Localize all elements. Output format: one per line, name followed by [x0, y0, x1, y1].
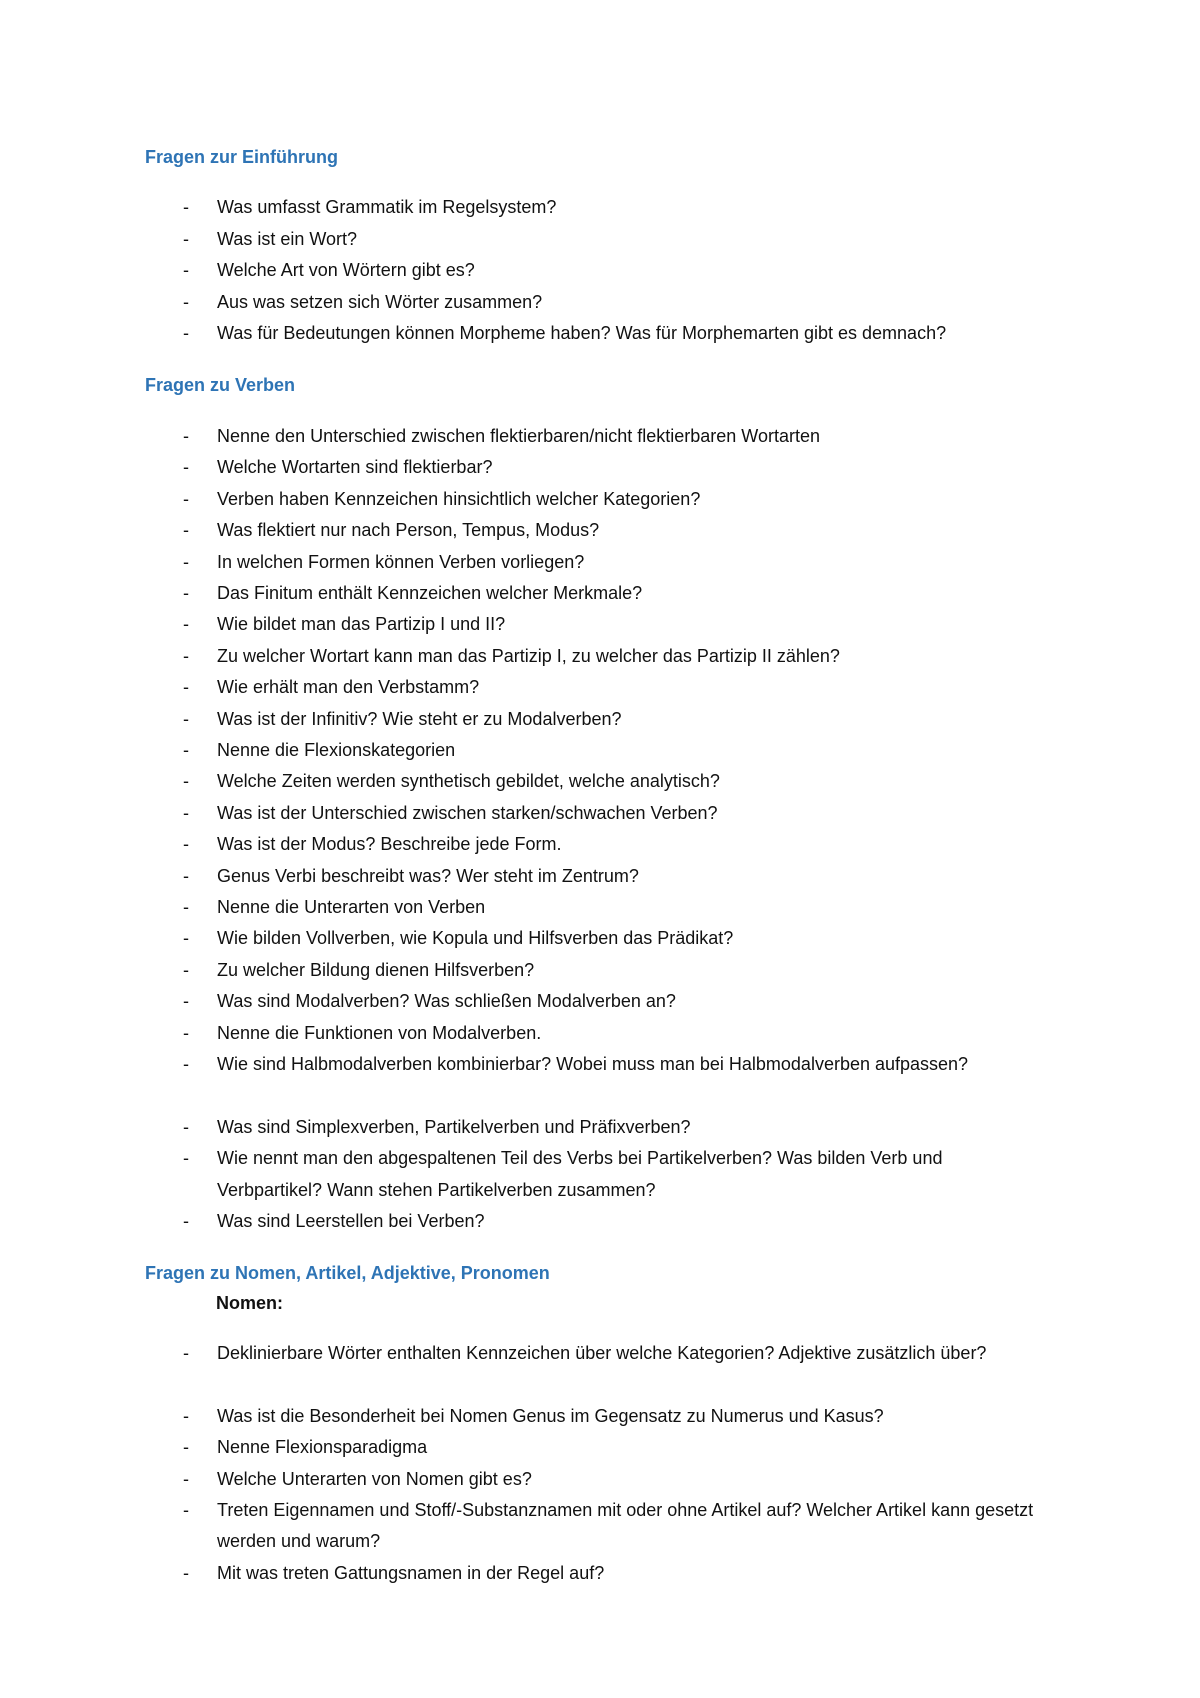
- list-bullet: -: [183, 771, 189, 792]
- list-bullet: -: [183, 677, 189, 698]
- list-bullet: -: [183, 959, 189, 980]
- list-bullet: -: [183, 583, 189, 603]
- list-bullet: -: [183, 991, 189, 1012]
- list-bullet: -: [183, 740, 189, 760]
- list-bullet: -: [183, 1022, 189, 1043]
- list-bullet: -: [183, 1054, 189, 1074]
- list-bullet: -: [183, 1116, 189, 1137]
- list-bullet: -: [183, 645, 189, 666]
- list-bullet: -: [183, 928, 189, 949]
- list-bullet: -: [183, 1148, 189, 1169]
- list-bullet: -: [183, 520, 189, 541]
- subheading-nomen: Nomen:: [216, 1293, 283, 1313]
- document-page: Fragen zur Einführung - Was umfasst Grammatik im Regelsystem? - Was ist ein Wort? - Welche Art von Wörtern gibt es? - Aus was setzen sich Wörter zusammen? - Was für Bedeutungen können Morpheme haben? Was für Morphemarten gibt es demnach? Fragen zu Verben - Nenne den Unterschied zwischen flektierbaren/nicht flektierbaren Wortarten - Welche Wortarten sind flektierbar? - Verben haben Kennzeichen hinsichtlich welcher Kategorien? - Was flektiert nur nach Person, Tempus, Modus? - In welchen Formen können Verben vorliegen? - Das Finitum enthält Kennzeichen welcher Merkmale? - Wie bildet man das Partizip I und II? - Zu welcher Wortart kann man das Partizip I, zu welcher das Partizip II zählen? - Wie erhält man den Verbstamm? - Was ist der Infinitiv? Wie steht er zu Modalverben? - Nenne die Flexionskategorien - Welche Zeiten werden synthetisch gebildet, welche analytisch? - Was ist der Unterschied zwischen starken/schwachen Verben? - Was ist der Modus? Beschreibe jede Form. - Genus Verbi beschreibt was? Wer steht im Zentrum? - Nenne die Unterarten von Verben - Wie bilden Vollverben, wie Kopula und Hilfsverben das Prädikat? - Zu welcher Bildung dienen Hilfsverben? - Was sind Modalverben? Was schließen Modalverben an? - Nenne die Funktionen von Modalverben. - Wie sind Halbmodalverben kombinierbar? Wobei muss man bei Halbmodalverben aufpassen? - Was sind Simplexverben, Partikelverben und Präfixverben? - Wie nennt man den abgespaltenen Teil des Verbs bei Partikelverben? Was bilden Verb und Verbpartikel? Wann stehen Partikelverben zusammen? - Was sind Leerstellen bei Verben? Fragen zu Nomen, Artikel, Adjektive, Pronomen Nomen: - Deklinierbare Wörter enthalten Kennzeichen über welche Kategorien? Adjektive zusätzlich über? - Was ist die Besonderheit bei Nomen Genus im Gegensatz zu Numerus und Kasus? - Nenne Flexionsparadigma - Welche Unterarten von Nomen gibt es? - Treten Eigennamen und Stoff/-Substanznamen mit oder ohne Artikel auf? Welcher Artikel kann gesetzt werden und warum? - Mit was treten Gattungsnamen in der Regel auf?: [0, 0, 1200, 1698]
- list-bullet: -: [183, 708, 189, 729]
- list-bullet: -: [183, 802, 189, 823]
- list-bullet: -: [183, 1437, 189, 1458]
- list-bullet: -: [183, 1211, 189, 1231]
- list-bullet: -: [183, 291, 189, 312]
- list-bullet: -: [183, 426, 189, 446]
- list-bullet: -: [183, 1562, 189, 1583]
- list-bullet: -: [183, 865, 189, 886]
- section-heading-einfuehrung: Fragen zur Einführung: [145, 147, 338, 167]
- list-bullet: -: [183, 488, 189, 509]
- list-bullet: -: [183, 614, 189, 635]
- list-bullet: -: [183, 1500, 189, 1520]
- list-bullet: -: [183, 228, 189, 249]
- list-bullet: -: [183, 323, 189, 343]
- list-bullet: -: [183, 457, 189, 478]
- list-bullet: -: [183, 260, 189, 280]
- list-bullet: -: [183, 1468, 189, 1489]
- section-heading-verben: Fragen zu Verben: [145, 375, 296, 395]
- list-bullet: -: [183, 897, 189, 917]
- list-bullet: -: [183, 834, 189, 855]
- list-bullet: -: [183, 1405, 189, 1426]
- list-bullet: -: [183, 197, 189, 217]
- list-bullet: -: [183, 1343, 189, 1363]
- list-bullet: -: [183, 551, 189, 572]
- section-heading-nomen-artikel: Fragen zu Nomen, Artikel, Adjektive, Pronomen: [145, 1263, 550, 1283]
